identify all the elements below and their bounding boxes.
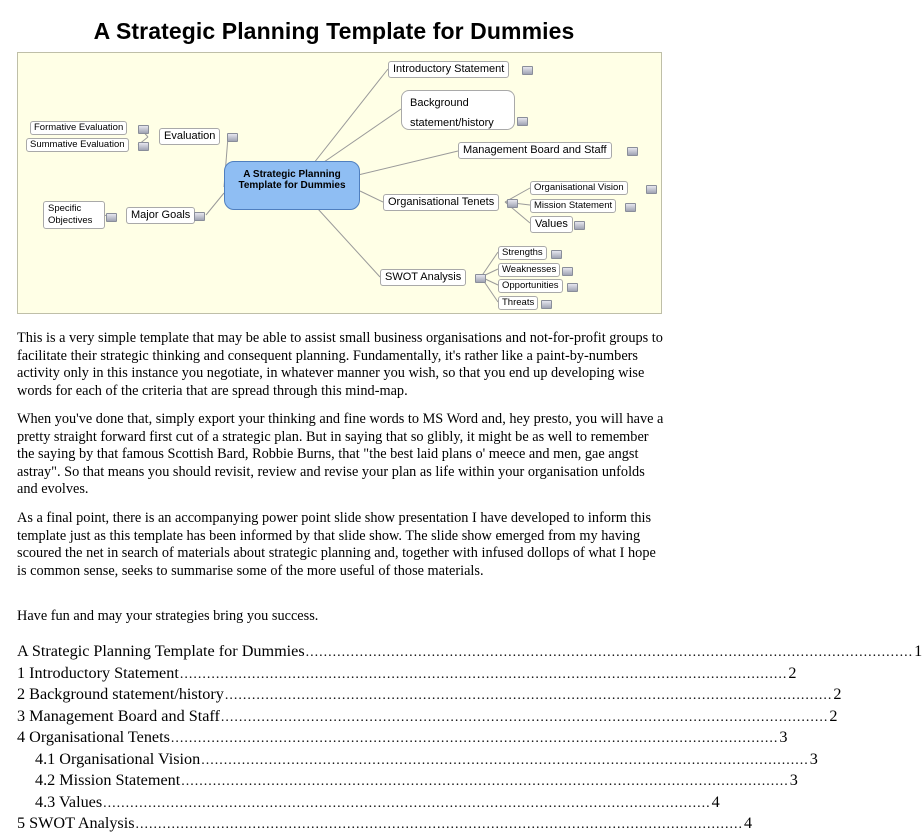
note-icon — [138, 142, 149, 151]
toc-entry[interactable]: 4.1 Organisational Vision ....................................................................................................................................... 3 — [17, 749, 664, 771]
toc-entry-page: 2 — [833, 685, 842, 703]
export-paragraph: When you've done that, simply export your thinking and fine words to MS Word and, hey presto, you will have a pretty straight forward first cut of a strategic plan. But in saying that so glibly, it might be as well to remember the saying by that famous Scottish Bard, Robbie Burns, that "the best laid plans o' meece and men, gae angst astray". So that means you should revisit, review and revise your plan as life within your organisation unfolds and evolves. — [17, 411, 664, 498]
node-major-goals: Major Goals — [126, 207, 195, 224]
toc-entry-page: 3 — [779, 728, 788, 746]
toc-entry-text: 5 SWOT Analysis — [17, 814, 135, 832]
toc-entry-text: 2 Background statement/history — [17, 685, 224, 703]
note-icon — [522, 66, 533, 75]
toc-entry-page: 3 — [789, 771, 798, 789]
final-point-paragraph: As a final point, there is an accompanying power point slide show presentation I have developed to inform this template just as this template has been informed by that slide show. The slide show emerged from my having scoured the net in search of materials about strategic planning and, together with infused dollops of what I hope is common sense, seeks to summarise some of the more useful of those materials. — [17, 510, 656, 579]
note-icon — [227, 133, 238, 142]
toc-entry-page: 2 — [829, 706, 838, 725]
node-weaknesses: Weaknesses — [498, 263, 560, 277]
note-icon — [562, 267, 573, 276]
node-swot-analysis: SWOT Analysis — [380, 269, 466, 286]
note-icon — [541, 300, 552, 309]
note-icon — [646, 185, 657, 194]
toc-entry[interactable]: 4.2 Mission Statement ....................................................................................................................................... 3 — [17, 770, 664, 792]
toc-entry[interactable]: 1 Introductory Statement ....................................................................................................................................... 2 — [17, 663, 664, 685]
note-icon — [507, 199, 518, 208]
node-values: Values — [530, 216, 573, 233]
node-summative-evaluation: Summative Evaluation — [26, 138, 129, 152]
toc-entry-text: 4 Organisational Tenets — [17, 728, 170, 746]
node-background-statement: Background statement/history — [401, 90, 515, 130]
toc-entry-page: 4 — [744, 814, 753, 832]
node-formative-evaluation: Formative Evaluation — [30, 121, 127, 135]
note-icon — [475, 274, 486, 283]
toc-entry-page: 3 — [809, 749, 818, 768]
node-introductory-statement: Introductory Statement — [388, 61, 509, 78]
node-mission-statement: Mission Statement — [530, 199, 616, 213]
note-icon — [625, 203, 636, 212]
node-evaluation: Evaluation — [159, 128, 220, 145]
toc-entry[interactable]: 2 Background statement/history ....................................................................................................................................... 2 — [17, 684, 664, 706]
node-management-board: Management Board and Staff — [458, 142, 612, 159]
node-specific-objectives: Specific Objectives — [43, 201, 105, 229]
node-strengths: Strengths — [498, 246, 547, 260]
note-icon — [138, 125, 149, 134]
note-icon — [517, 117, 528, 126]
toc-entry[interactable]: A Strategic Planning Template for Dummies ....................................................................................................................................... 1 — [17, 641, 664, 663]
toc-entry-page: 4 — [711, 792, 720, 811]
note-icon — [551, 250, 562, 259]
closing-paragraph: Have fun and may your strategies bring you success. — [17, 608, 319, 624]
toc-entry-text: 1 Introductory Statement — [17, 663, 179, 682]
node-opportunities: Opportunities — [498, 279, 563, 293]
toc-entry[interactable]: 5 SWOT Analysis ....................................................................................................................................... 4 — [17, 813, 664, 835]
document-title: A Strategic Planning Template for Dummies — [93, 18, 575, 44]
note-icon — [627, 147, 638, 156]
toc-entry-page: 2 — [788, 663, 797, 682]
toc-entry-text: 4.1 Organisational Vision — [35, 749, 201, 768]
mind-map-center-node: A Strategic Planning Template for Dummies — [224, 161, 360, 210]
note-icon — [106, 213, 117, 222]
note-icon — [574, 221, 585, 230]
node-organisational-tenets: Organisational Tenets — [383, 194, 499, 211]
note-icon — [194, 212, 205, 221]
toc-entry-text: 3 Management Board and Staff — [17, 706, 220, 725]
toc-entry[interactable]: 4.3 Values ....................................................................................................................................... 4 — [17, 792, 664, 814]
intro-paragraph: This is a very simple template that may be able to assist small business organisations and not-for-profit groups to facilitate their strategic thinking and consequent planning. Fundamentally, it's rather like a paint-by-numbers activity only in this instance you negotiate, in whatever manner you wish, so that you end up developing wise words for each of the criteria that are spread through this mind-map. — [17, 330, 663, 399]
toc-entry[interactable]: 4 Organisational Tenets ....................................................................................................................................... 3 — [17, 727, 664, 749]
node-organisational-vision: Organisational Vision — [530, 181, 628, 195]
toc-entry-text: A Strategic Planning Template for Dummies — [17, 642, 305, 660]
note-icon — [567, 283, 578, 292]
toc-entry-text: 4.2 Mission Statement — [35, 771, 181, 789]
mind-map — [17, 52, 662, 314]
toc-entry[interactable]: 3 Management Board and Staff ....................................................................................................................................... 2 — [17, 706, 664, 728]
toc-entry-text: 4.3 Values — [35, 792, 103, 811]
toc-entry-page: 1 — [914, 642, 922, 660]
table-of-contents — [17, 641, 922, 835]
node-threats: Threats — [498, 296, 538, 310]
